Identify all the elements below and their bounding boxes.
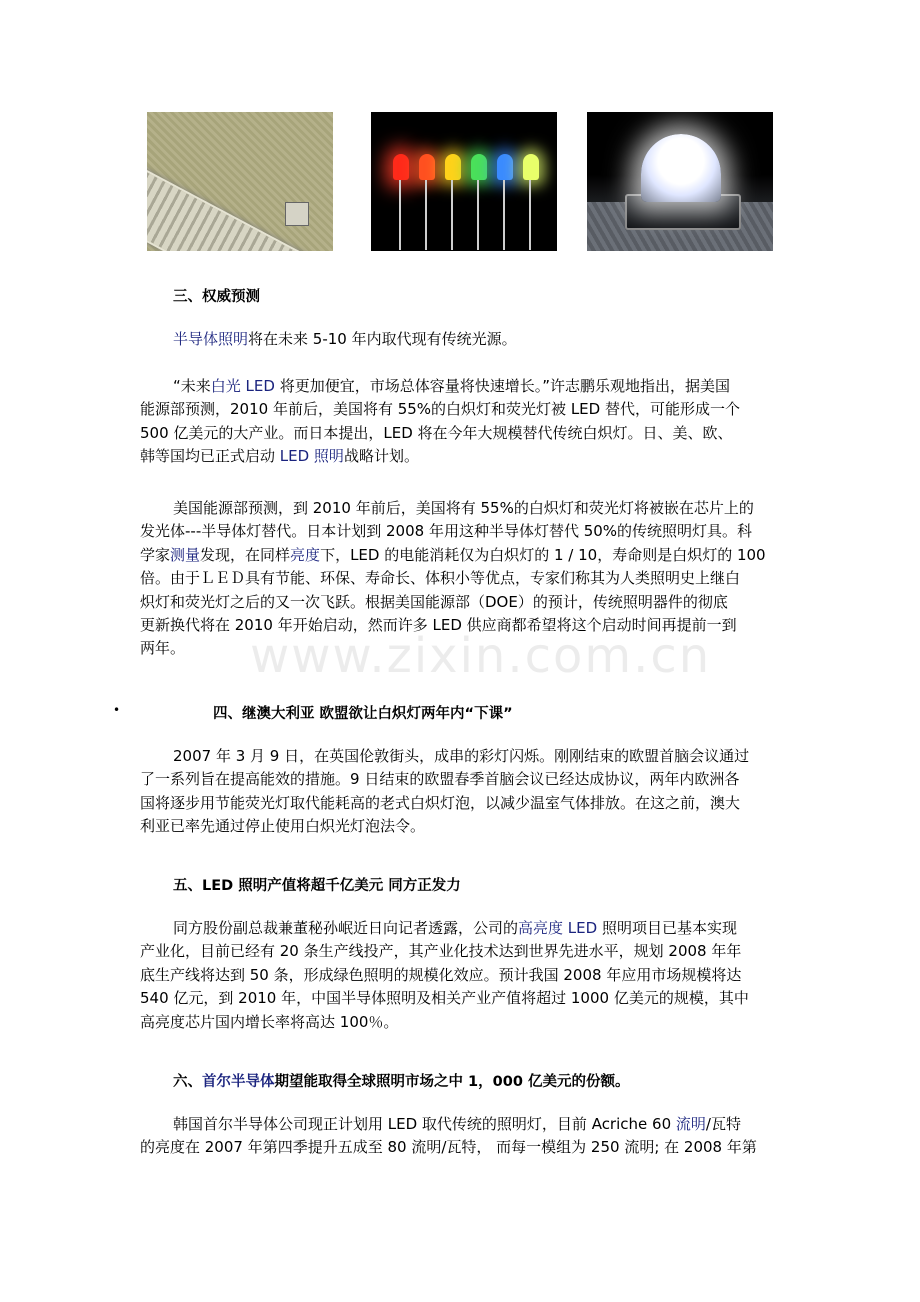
led-leg: [451, 180, 453, 250]
led-tube-photo: [147, 112, 333, 251]
paragraph: [140, 745, 790, 839]
line: 更新换代将在 2010 年开始启动，然而许多 LED 供应商都希望将这个启动时间再提前一到: [140, 616, 737, 635]
link-white-led[interactable]: 白光 LED: [210, 377, 275, 395]
text: 将在未来 5-10 年内取代现有传统光源。: [248, 330, 517, 348]
led-leg: [503, 180, 505, 250]
line: 高亮度芯片国内增长率将高达 100％。: [140, 1012, 399, 1031]
text: 照明项目已基本实现: [597, 919, 737, 937]
green-led: [471, 154, 487, 180]
line: 利亚已率先通过停止使用白炽光灯泡法令。: [140, 817, 426, 836]
paragraph: [140, 497, 790, 661]
text: 韩等国均已正式启动: [140, 447, 280, 466]
blue-led: [497, 154, 513, 180]
led-dome-glow: [641, 134, 721, 202]
line: 炽灯和荧光灯之后的又一次飞跃。根据美国能源部（DOE）的预计，传统照明器件的彻底: [140, 592, 728, 611]
text: 韩国首尔半导体公司现正计划用 LED 取代传统的照明灯，目前 Acriche 60: [173, 1115, 676, 1133]
led-leg: [529, 180, 531, 250]
line: [140, 544, 790, 567]
text: 六、: [173, 1074, 202, 1090]
line: 底生产线将达到 50 条，形成绿色照明的规模化效应。预计我国 2008 年应用市场规模将达: [140, 965, 742, 984]
text: 将更加便宜，市场总体容量将快速增长。”许志鹏乐观地指出，据美国: [274, 377, 730, 395]
line: 发光体---半导体灯替代。日本计划到 2008 年用这种半导体灯替代 50%的传统照明灯具。科: [140, 522, 753, 541]
link-lumen[interactable]: 流明: [675, 1115, 706, 1133]
line: [140, 375, 790, 398]
line: [140, 1113, 790, 1136]
line: 国将逐步用节能荧光灯取代能耗高的老式白炽灯泡，以减少温室气体排放。在这之前，澳大: [140, 793, 741, 812]
line: 两年。: [140, 639, 186, 658]
text: 学家: [140, 545, 171, 564]
text: 同方股份副总裁兼董秘孙岷近日向记者透露，公司的: [173, 919, 519, 937]
power-led-photo: [587, 112, 773, 251]
paragraph: [173, 328, 823, 351]
bullet-marker: •: [113, 703, 121, 717]
line: [140, 445, 790, 468]
paragraph: [140, 917, 790, 1034]
link-seoul-semiconductor[interactable]: 首尔半导体: [202, 1074, 275, 1090]
text: 下，LED 的电能消耗仅为白炽灯的 1 / 10，寿命则是白炽灯的 100: [320, 545, 766, 564]
line: 能源部预测，2010 年前后，美国将有 55%的白炽灯和荧光灯被 LED 替代，可能形成一个: [140, 400, 740, 419]
link-brightness[interactable]: 亮度: [290, 545, 321, 564]
led-leg: [477, 180, 479, 250]
watermark: www.zixin.com.cn: [250, 628, 712, 684]
line: 产业化，目前已经有 20 条生产线投产，其产业化技术达到世界先进水平，规划 2008 年年: [140, 942, 742, 961]
led-leg: [425, 180, 427, 250]
link-measure[interactable]: 测量: [170, 545, 201, 564]
led-leg: [399, 180, 401, 250]
paragraph: [140, 375, 790, 469]
paragraph: [140, 1113, 790, 1160]
text: /瓦特: [705, 1115, 741, 1133]
section-heading-5: 五、LED 照明产值将超千亿美元 同方正发力: [173, 878, 461, 894]
line: 500 亿美元的大产业。而日本提出，LED 将在今年大规模替代传统白炽灯。日、美、欧、: [140, 423, 733, 442]
led-tube-cap: [285, 202, 309, 226]
link-led-lighting[interactable]: LED 照明: [279, 447, 344, 466]
link-high-brightness-led[interactable]: 高亮度 LED: [518, 919, 598, 937]
link-semiconductor-lighting[interactable]: 半导体照明: [173, 330, 249, 348]
line: [140, 917, 790, 940]
section-heading-6: [173, 1070, 629, 1091]
line: 了一系列旨在提高能效的措施。9 日结束的欧盟春季首脑会议已经达成协议，两年内欧洲各: [140, 770, 740, 789]
line: 2007 年 3 月 9 日，在英国伦敦街头，成串的彩灯闪烁。刚刚结束的欧盟首脑会议通过: [173, 747, 750, 765]
line: 倍。由于ＬＥＤ具有节能、环保、寿命长、体积小等优点，专家们称其为人类照明史上继白: [140, 569, 741, 588]
red-led: [393, 154, 409, 180]
text: 期望能取得全球照明市场之中 1，000 亿美元的份额。: [274, 1074, 630, 1090]
orange-led: [419, 154, 435, 180]
text: “未来: [173, 377, 211, 395]
yellow-led: [445, 154, 461, 180]
colored-led-photo: [371, 112, 557, 251]
text: 发现，在同样: [200, 545, 291, 564]
line: 美国能源部预测，到 2010 年前后，美国将有 55%的白炽灯和荧光灯将被嵌在芯片上的: [173, 499, 754, 517]
section-heading-3: 三、权威预测: [173, 289, 260, 305]
line: 540 亿元，到 2010 年，中国半导体照明及相关产业产值将超过 1000 亿美元的规模，其中: [140, 989, 749, 1008]
line: 的亮度在 2007 年第四季提升五成至 80 流明/瓦特， 而每一模组为 250 流明; 在 2008 年第: [140, 1138, 757, 1157]
section-heading-4: 四、继澳大利亚 欧盟欲让白炽灯两年内“下课”: [213, 706, 513, 722]
text: 战略计划。: [343, 447, 419, 466]
white-led: [523, 154, 539, 180]
